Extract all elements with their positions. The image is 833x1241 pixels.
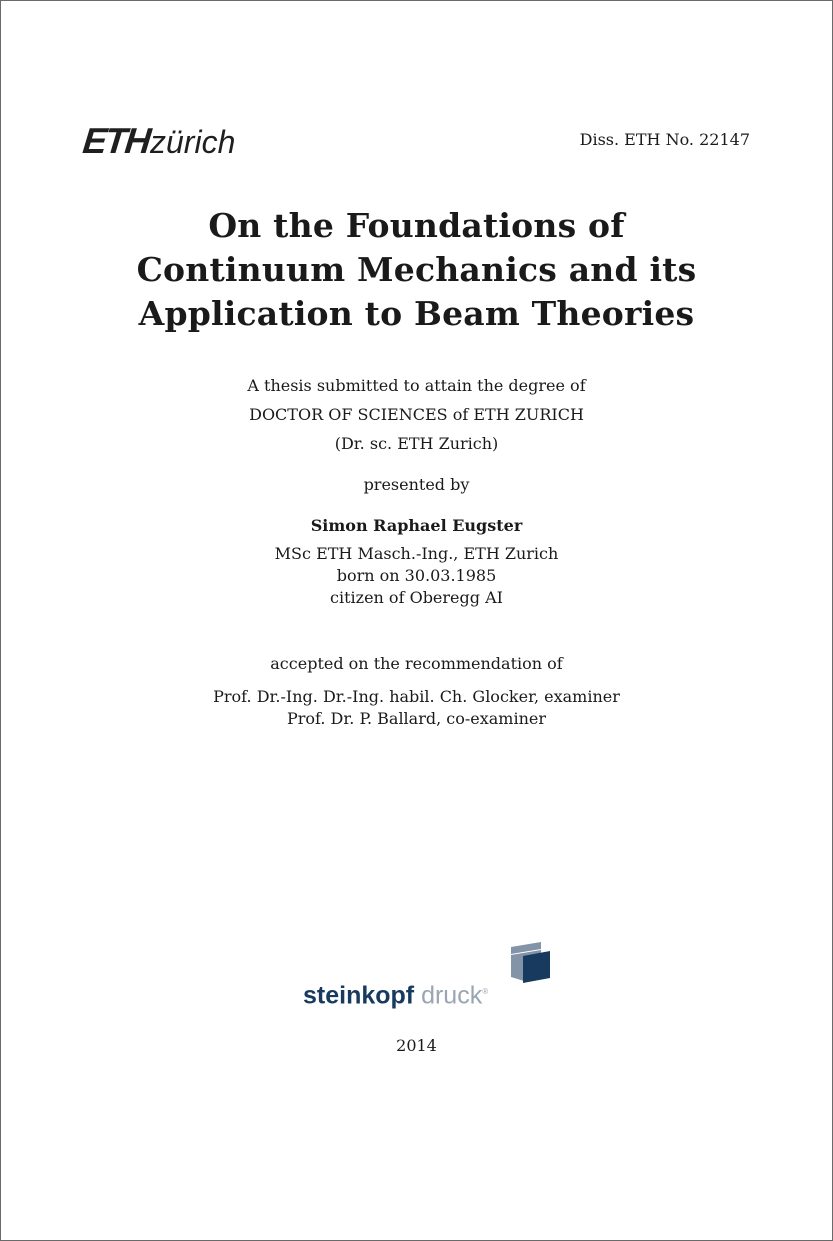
steinkopf-druck-logo bbox=[303, 941, 553, 1011]
author-degree: MSc ETH Masch.-Ing., ETH Zurich bbox=[274, 544, 559, 563]
eth-logo-mark: ETH bbox=[80, 120, 152, 161]
druck-word: druck bbox=[421, 981, 483, 1010]
author-name: Simon Raphael Eugster bbox=[310, 516, 523, 535]
eth-logo-zurich: zürich bbox=[150, 124, 236, 160]
co-examiner: Prof. Dr. P. Ballard, co-examiner bbox=[286, 709, 547, 728]
dissertation-number: Diss. ETH No. 22147 bbox=[579, 130, 750, 149]
title-line-1: On the Foundations of bbox=[208, 206, 625, 245]
eth-zurich-logo bbox=[80, 120, 236, 161]
publication-year: 2014 bbox=[396, 1036, 437, 1055]
title-line-2: Continuum Mechanics and its bbox=[136, 250, 697, 289]
degree-line-3: (Dr. sc. ETH Zurich) bbox=[334, 434, 499, 453]
degree-line-2: DOCTOR OF SCIENCES of ETH ZURICH bbox=[249, 405, 584, 424]
registered-mark: ® bbox=[482, 987, 489, 996]
recommendation-intro: accepted on the recommendation of bbox=[270, 654, 563, 673]
examiner: Prof. Dr.-Ing. Dr.-Ing. habil. Ch. Glocker, examiner bbox=[213, 687, 620, 706]
degree-line-1: A thesis submitted to attain the degree of bbox=[247, 376, 586, 395]
steinkopf-wordmark bbox=[303, 977, 488, 1010]
thesis-title bbox=[1, 204, 832, 336]
presented-by: presented by bbox=[363, 475, 470, 494]
author-citizen: citizen of Oberegg AI bbox=[330, 588, 503, 607]
steinkopf-word: steinkopf bbox=[303, 981, 415, 1010]
author-born: born on 30.03.1985 bbox=[336, 566, 497, 585]
title-line-3: Application to Beam Theories bbox=[138, 294, 695, 333]
